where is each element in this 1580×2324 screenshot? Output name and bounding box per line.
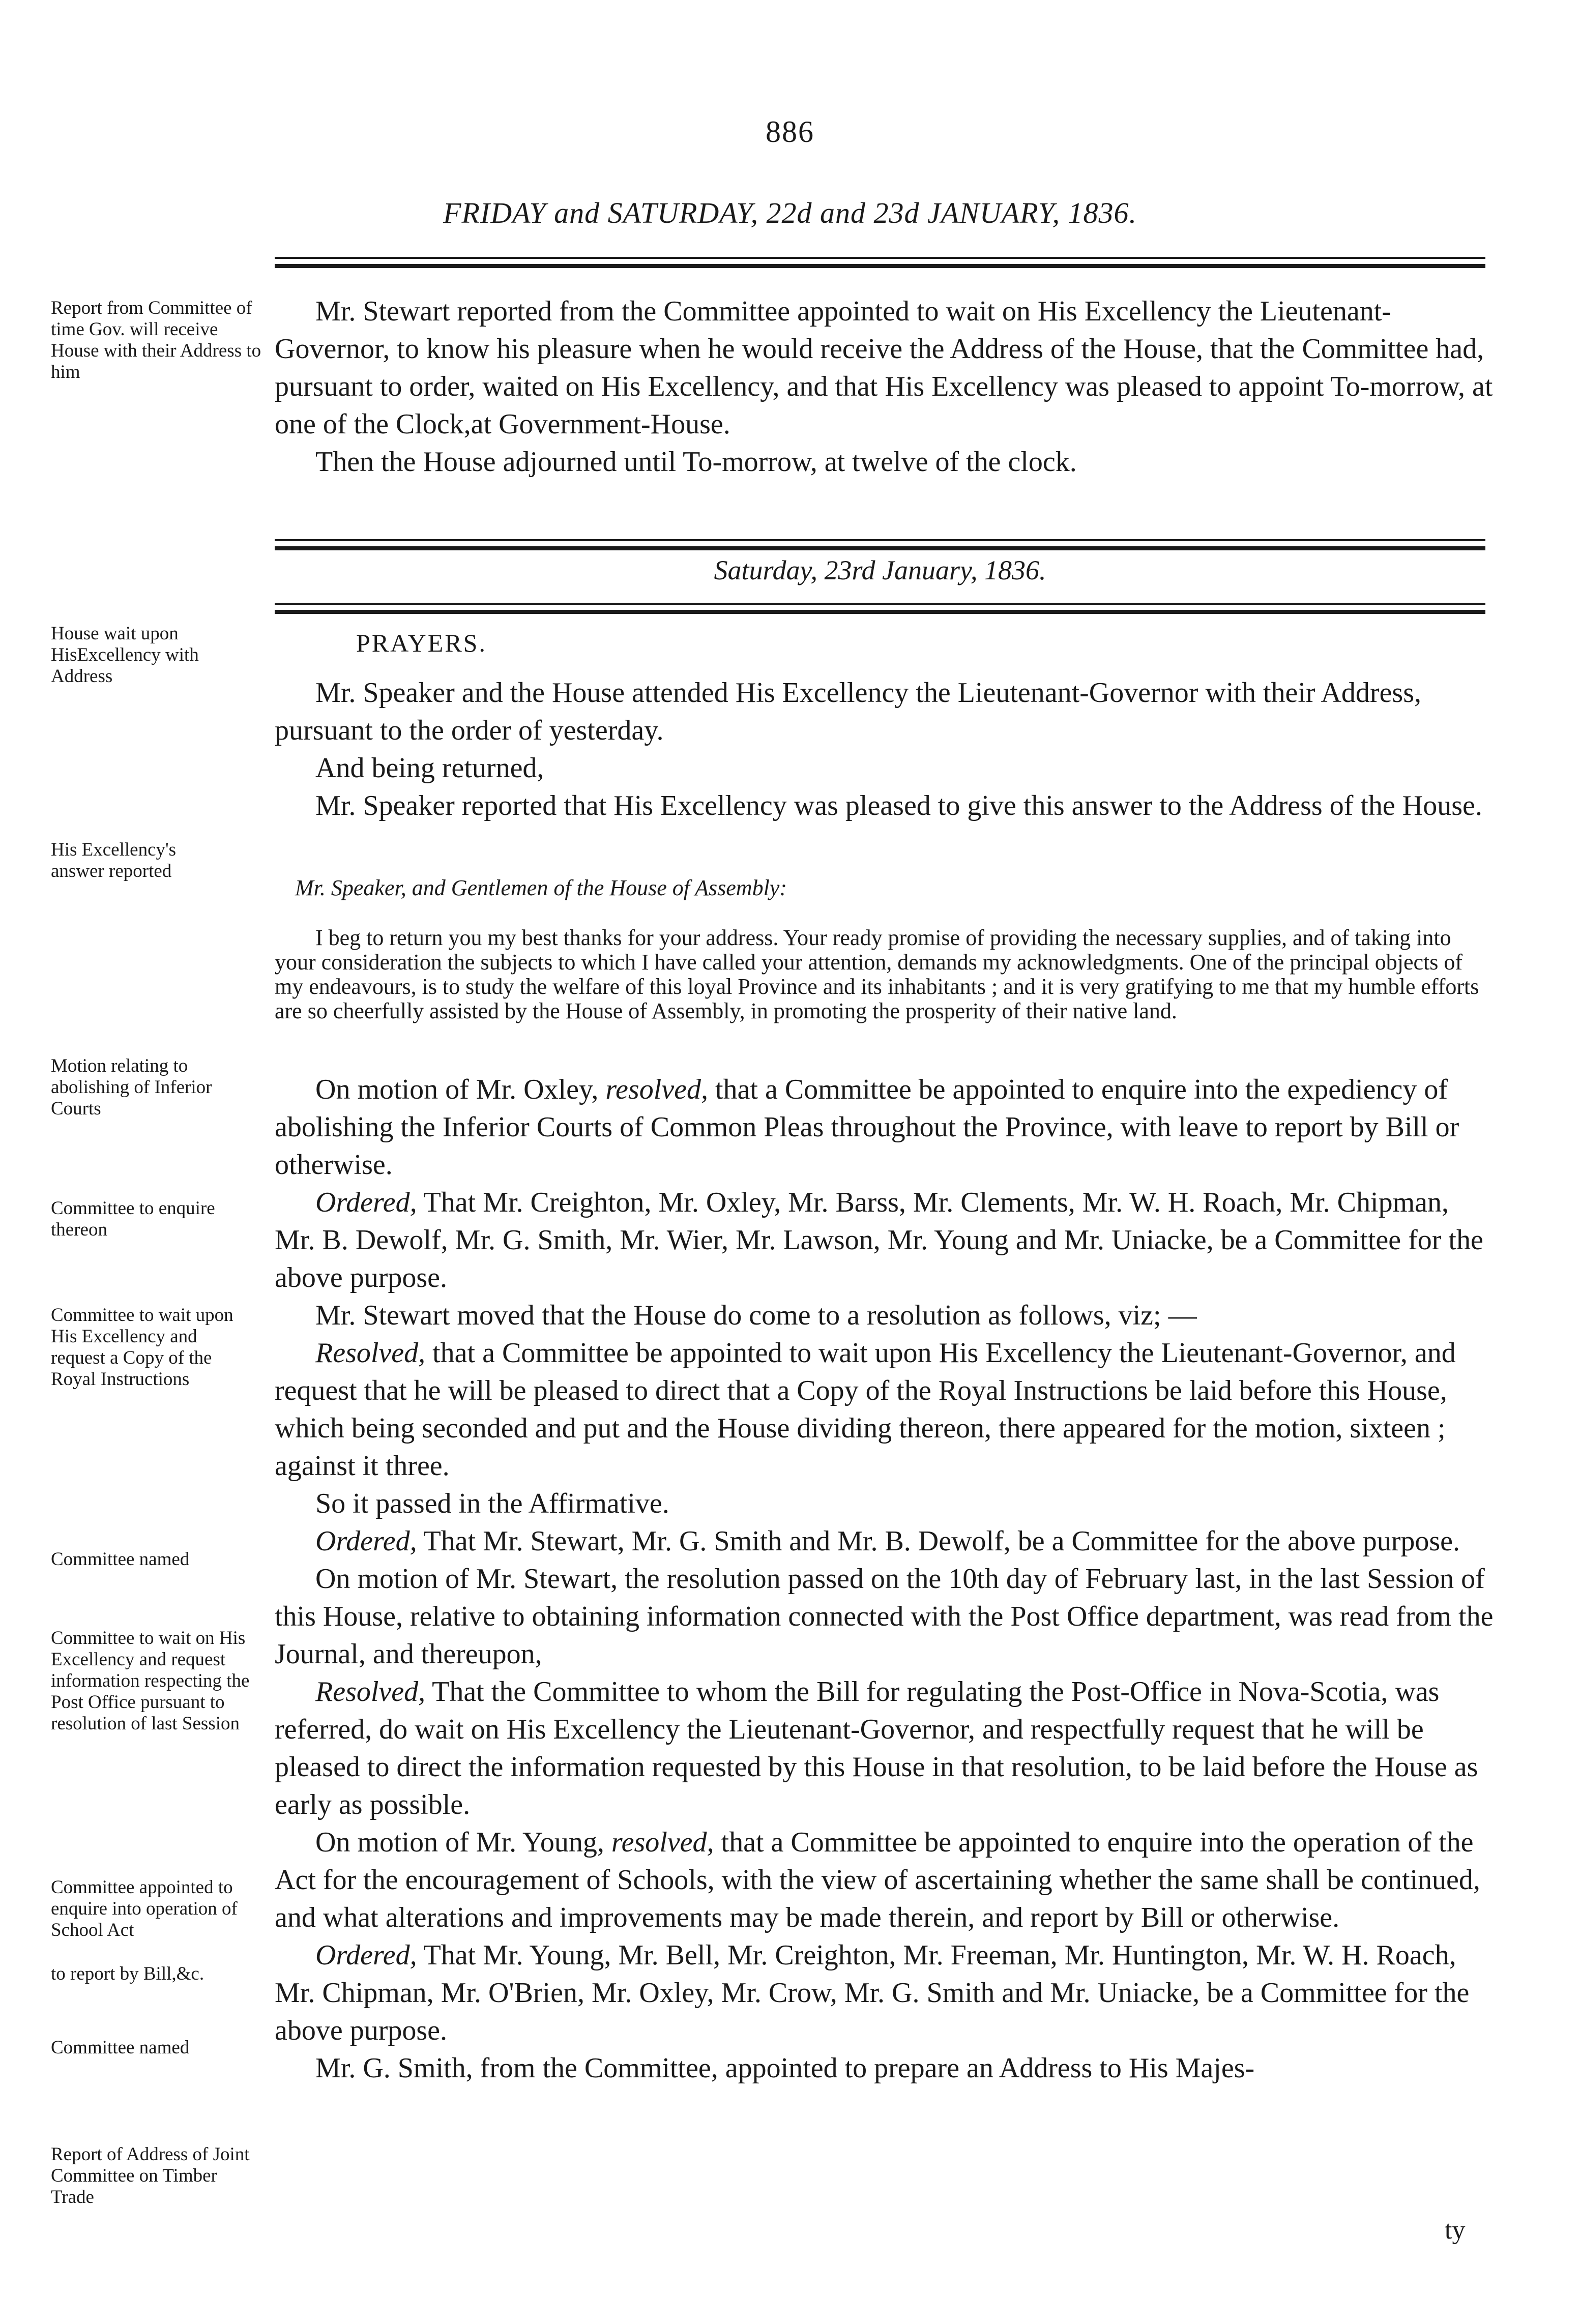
friday-section (275, 292, 1496, 481)
friday-paragraph-report: Mr. Stewart reported from the Committee appointed to wait on His Excellency the Lieutenant-Governor, to know his pleasure when he would receive the Address of the House, that the Committee had, pursuant to order, waited on His Excellency, and that His Excellency was pleased to appoint To-morrow, at one of the Clock,at Government-House. (275, 296, 1493, 440)
resolved-italic: Resolved, (315, 1676, 426, 1708)
resolved-italic: resolved, (611, 1827, 714, 1858)
paragraph-affirmative: So it passed in the Affirmative. (315, 1488, 669, 1519)
page-number: 886 (766, 115, 814, 149)
friday-paragraph-adjourn: Then the House adjourned until To-morrow, at twelve of the clock. (315, 446, 1077, 478)
paragraph-post-office-motion: On motion of Mr. Stewart, the resolution passed on the 10th day of February last, in the last Session of this House, relative to obtaining information connected with the Post Office department, was read from the Journal, and thereupon, (275, 1563, 1494, 1670)
paragraph-stewart-moved: Mr. Stewart moved that the House do come to a resolution as follows, viz; — (315, 1300, 1197, 1331)
ordered-italic: Ordered, (315, 1187, 417, 1218)
saturday-paragraph-speaker-reported: Mr. Speaker reported that His Excellency was pleased to give this answer to the Address of the House. (315, 790, 1482, 821)
margin-note-committee-named-2: Committee named (51, 2037, 190, 2058)
prayers-heading: PRAYERS. (356, 629, 487, 657)
saturday-opening (275, 674, 1496, 825)
margin-note-house-wait: House wait upon HisExcellency with Address (51, 623, 199, 687)
paragraph-instructions-committee (275, 1522, 1496, 1560)
margin-note-inferior-courts: Motion relating to abolishing of Inferior Courts (51, 1055, 212, 1119)
oxley-motion-body: that a Committee be appointed to enquire into the expediency of abolishing the Inferior Courts of Common Pleas throughout the Province, with leave to report by Bill or otherwise. (275, 1074, 1459, 1181)
ordered-italic: Ordered, (315, 1939, 417, 1971)
royal-instructions-body: that a Committee be appointed to wait upon His Excellency the Lieutenant-Governor, and request that he will be pleased to direct that a Copy of the Royal Instructions be laid before this House, which being seconded and put and the House dividing thereon, there appeared for the motion, sixteen ; against it three. (275, 1337, 1456, 1482)
schools-committee-members: That Mr. Young, Mr. Bell, Mr. Creighton, Mr. Freeman, Mr. Huntington, Mr. W. H. Roach, Mr. Chipman, Mr. O'Brien, Mr. Oxley, Mr. Crow, Mr. G. Smith and Mr. Uniacke, be a Committee for the above purpose. (275, 1939, 1470, 2046)
paragraph-oxley-motion (275, 1071, 1496, 1184)
young-motion-lead: On motion of Mr. Young, (315, 1827, 611, 1858)
post-office-resolved-body: That the Committee to whom the Bill for regulating the Post-Office in Nova-Scotia, was referred, do wait on His Excellency the Lieutenant-Governor, and respectfully request that he will be pleased to direct the information requested by this House in that resolution, to be laid before the House as early as possible. (275, 1676, 1478, 1820)
paragraph-royal-instructions (275, 1334, 1496, 1485)
ordered-italic: Ordered, (315, 1525, 417, 1557)
young-motion-body: that a Committee be appointed to enquire into the operation of the Act for the encouragement of Schools, with the view of ascertaining whether the same shall be continued, and what alterations and improvements may be made therein, and report by Bill or otherwise. (275, 1827, 1480, 1933)
margin-note-answer-reported: His Excellency's answer reported (51, 839, 177, 881)
margin-note-report-committee: Report from Committee of time Gov. will receive House with their Address to him (51, 298, 261, 383)
answer-salutation: Mr. Speaker, and Gentlemen of the House of Assembly: (295, 875, 787, 900)
margin-note-report-by-bill: to report by Bill,&c. (51, 1963, 204, 1984)
saturday-paragraph-attended: Mr. Speaker and the House attended His Excellency the Lieutenant-Governor with their Address, pursuant to the order of yesterday. (275, 677, 1422, 746)
saturday-motions (275, 1071, 1496, 2087)
resolved-italic: Resolved, (315, 1337, 426, 1369)
header-rule (275, 257, 1485, 268)
section-rule-top (275, 539, 1485, 550)
paragraph-courts-committee (275, 1184, 1496, 1297)
oxley-motion-lead: On motion of Mr. Oxley, (315, 1074, 606, 1105)
excellency-answer (275, 926, 1496, 1023)
catchword: ty (1445, 2216, 1466, 2245)
section-rule-bottom (275, 603, 1485, 614)
margin-note-timber-trade: Report of Address of Joint Committee on Timber Trade (51, 2144, 250, 2208)
day-header: FRIDAY and SATURDAY, 22d and 23d JANUARY, 1836. (443, 196, 1137, 229)
margin-note-committee-enquire: Committee to enquire thereon (51, 1198, 215, 1240)
excellency-answer-text: I beg to return you my best thanks for your address. Your ready promise of providing the necessary supplies, and of taking into your consideration the subjects to which I have called your attention, demands my acknowledgments. One of the principal objects of my endeavours, is to study the welfare of this loyal Province and its inhabitants ; and it is very gratifying to me that my humble efforts are so cheerfully assisted by the House of Assembly, in promoting the prosperity of their native land. (275, 925, 1479, 1023)
saturday-paragraph-returned: And being returned, (315, 752, 544, 784)
paragraph-schools-committee (275, 1936, 1496, 2049)
instructions-committee-members: That Mr. Stewart, Mr. G. Smith and Mr. B. Dewolf, be a Committee for the above purpose. (417, 1525, 1460, 1557)
paragraph-young-motion (275, 1823, 1496, 1936)
section-header: Saturday, 23rd January, 1836. (714, 555, 1046, 585)
margin-note-committee-named: Committee named (51, 1549, 190, 1570)
courts-committee-members: That Mr. Creighton, Mr. Oxley, Mr. Barss, Mr. Clements, Mr. W. H. Roach, Mr. Chipman, Mr. B. Dewolf, Mr. G. Smith, Mr. Wier, Mr. Lawson, Mr. Young and Mr. Uniacke, be a Committee for the above purpose. (275, 1187, 1483, 1293)
margin-note-school-act: Committee appointed to enquire into operation of School Act (51, 1877, 238, 1940)
paragraph-timber-address: Mr. G. Smith, from the Committee, appointed to prepare an Address to His Majes- (315, 2052, 1255, 2084)
margin-note-post-office: Committee to wait on His Excellency and request information respecting the Post Office pursuant to resolution of last Session (51, 1628, 250, 1734)
margin-note-royal-instructions: Committee to wait upon His Excellency and request a Copy of the Royal Instructions (51, 1305, 233, 1390)
resolved-italic: resolved, (605, 1074, 708, 1105)
paragraph-post-office-resolved (275, 1673, 1496, 1823)
